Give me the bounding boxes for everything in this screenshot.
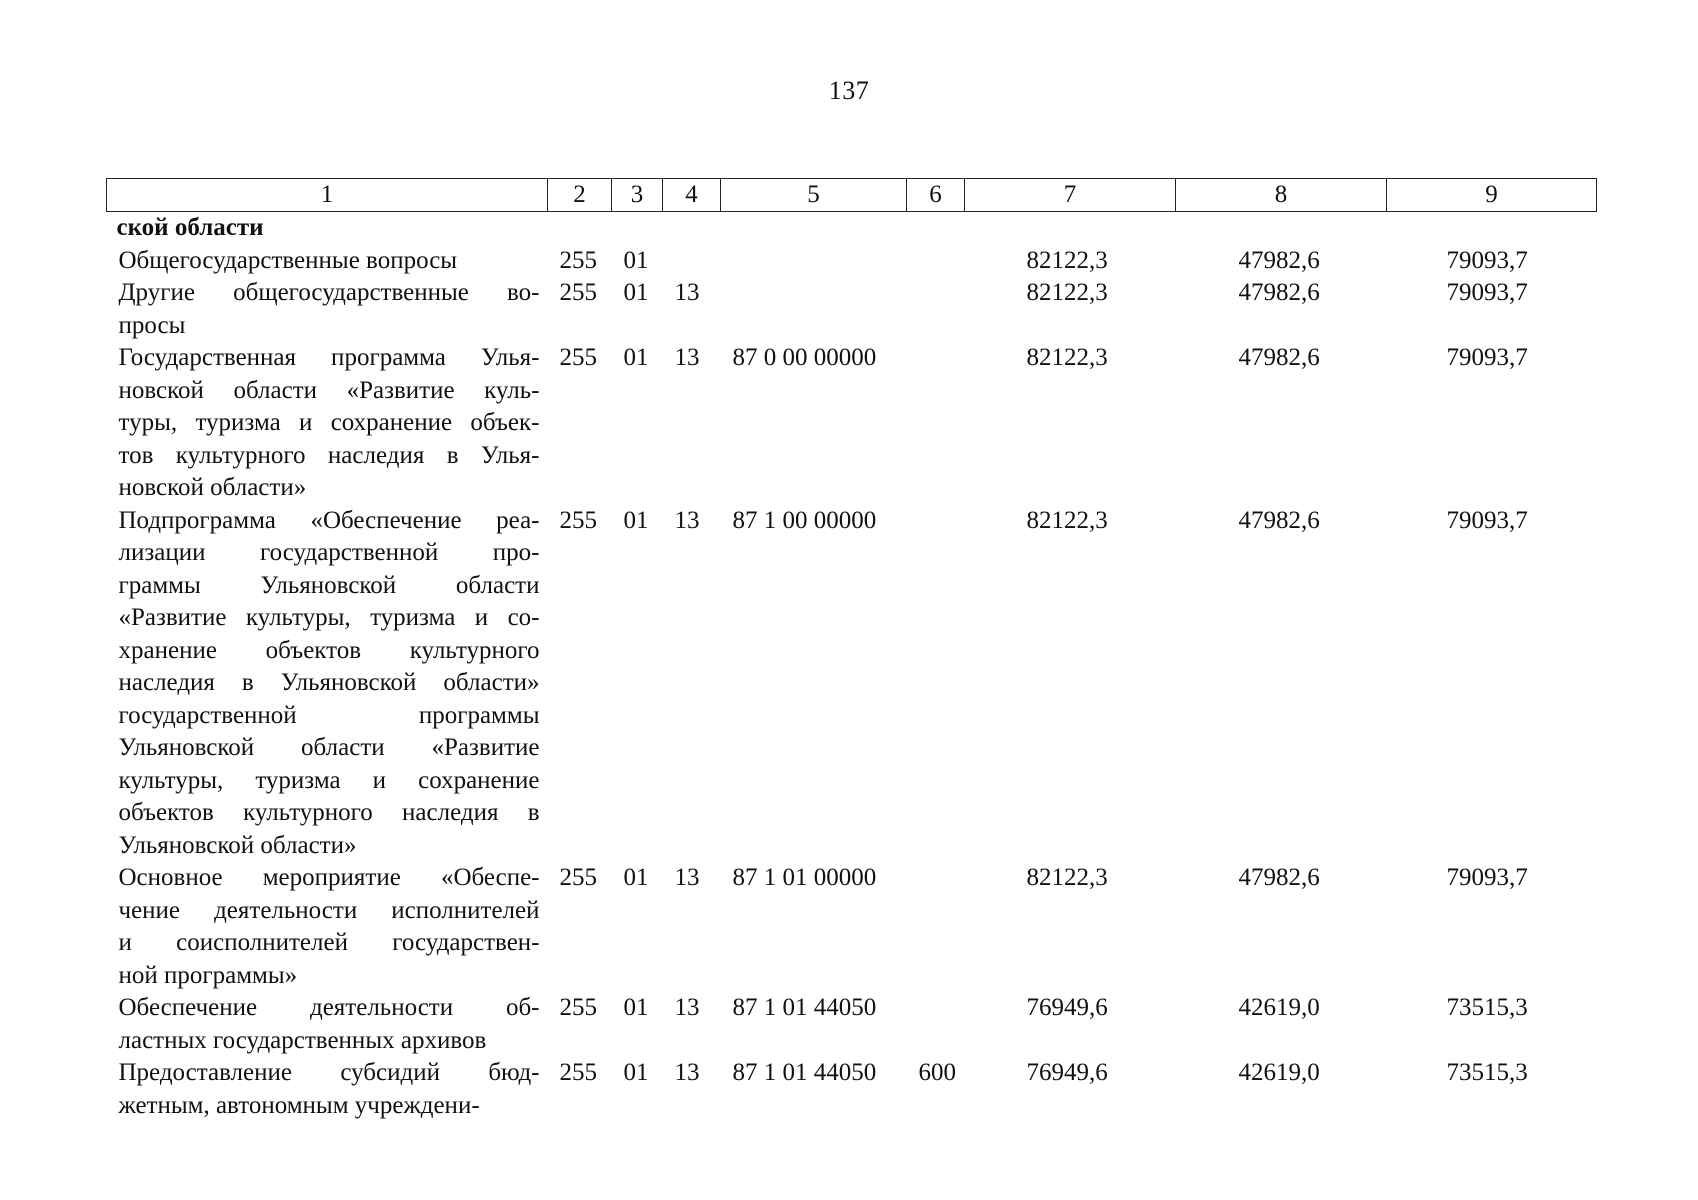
row-name-line: Ульяновской области «Развитие [118, 734, 540, 761]
row-name-line: хранение объектов культурного [118, 636, 540, 664]
row-name-line: жетным, автономным учреждени- [118, 1091, 480, 1119]
amount-col7-cell: 82122,3 [1026, 506, 1108, 534]
header-cell-3: 3 [612, 179, 663, 212]
row-name-line: культуры, туризма и сохранение [118, 766, 540, 794]
amount-col8-cell: 47982,6 [1238, 246, 1320, 274]
subsection-code-cell: 13 [674, 279, 700, 306]
row-name-line: тов культурного наследия в Улья- [118, 441, 540, 469]
target-article-cell: 87 1 01 44050 [732, 1059, 877, 1086]
header-cell-6: 6 [907, 179, 965, 212]
subsection-code-cell: 13 [674, 506, 700, 534]
row-name-cell [107, 1057, 548, 1122]
section-code-cell [548, 212, 612, 245]
row-name-line: лизации государственной про- [118, 539, 540, 566]
section-code-cell: 255 [559, 1059, 597, 1086]
subsection-code-cell: 13 [674, 1059, 700, 1086]
chapter-code-cell: 01 [623, 994, 649, 1021]
row-name-line: туры, туризма и сохранение объек- [118, 409, 540, 436]
row-name-line: чение деятельности исполнителей [118, 896, 540, 924]
row-name-line: объектов культурного наследия в [118, 799, 540, 826]
amount-col8-cell: 47982,6 [1238, 506, 1320, 534]
table-row [107, 505, 1597, 863]
table-row [107, 342, 1597, 505]
chapter-code-cell [612, 212, 663, 245]
target-article-cell: 87 0 00 00000 [732, 344, 877, 371]
budget-table-container [106, 178, 1596, 1122]
section-code-cell: 255 [559, 279, 597, 306]
table-row [107, 277, 1597, 342]
section-code-cell: 255 [559, 344, 597, 371]
chapter-code-cell: 01 [623, 344, 649, 371]
target-article-cell [721, 212, 907, 245]
section-code-cell: 255 [559, 864, 597, 891]
amount-col9-cell: 79093,7 [1446, 344, 1528, 371]
header-cell-4: 4 [663, 179, 721, 212]
amount-col7-cell: 76949,6 [1026, 1059, 1108, 1086]
row-name-line: и соисполнителей государствен- [118, 929, 540, 956]
chapter-code-cell: 01 [623, 1059, 649, 1086]
section-code-cell: 255 [559, 994, 597, 1021]
section-code-cell: 255 [559, 506, 597, 534]
row-name-cell [107, 277, 548, 342]
amount-col9-cell: 79093,7 [1446, 864, 1528, 891]
target-article-cell: 87 1 01 00000 [732, 864, 877, 891]
expense-type-cell [907, 342, 965, 505]
row-name-line: граммы Ульяновской области [118, 571, 540, 599]
amount-col8-cell: 42619,0 [1238, 1059, 1320, 1086]
subsection-code-cell [663, 212, 721, 245]
amount-col9-cell [1387, 212, 1597, 245]
row-name-line: Государственная программа Улья- [118, 344, 540, 371]
row-name-cell [107, 212, 548, 245]
row-name-cell [107, 505, 548, 863]
amount-col8-cell: 47982,6 [1238, 864, 1320, 891]
amount-col7-cell: 82122,3 [1026, 279, 1108, 306]
row-name-line: ской области [116, 214, 264, 241]
page-number: 137 [828, 76, 870, 105]
amount-col9-cell: 73515,3 [1446, 994, 1528, 1021]
amount-col7-cell: 82122,3 [1026, 246, 1108, 274]
row-name-line: просы [118, 311, 186, 339]
expense-type-cell [907, 862, 965, 992]
amount-col9-cell: 79093,7 [1446, 246, 1528, 274]
subsection-code-cell: 13 [674, 344, 700, 371]
row-name-cell [107, 342, 548, 505]
expense-type-cell [907, 212, 965, 245]
row-name-cell [107, 862, 548, 992]
row-name-line: Основное мероприятие «Обеспе- [118, 864, 540, 891]
target-article-cell [721, 277, 907, 342]
amount-col8-cell [1176, 212, 1387, 245]
row-name-line: новской области» [118, 474, 307, 501]
row-name-cell [107, 992, 548, 1057]
subsection-code-cell [663, 245, 721, 278]
row-name-line: государственной программы [118, 701, 540, 729]
amount-col7-cell: 82122,3 [1026, 344, 1108, 371]
subsection-code-cell: 13 [674, 864, 700, 891]
row-name-line: Предоставление субсидий бюд- [118, 1059, 540, 1086]
amount-col8-cell: 47982,6 [1238, 279, 1320, 306]
row-name-line: Обеспечение деятельности об- [118, 994, 540, 1021]
row-name-line: наследия в Ульяновской области» [118, 669, 540, 696]
budget-table [106, 178, 1597, 1122]
table-row [107, 862, 1597, 992]
header-cell-2: 2 [548, 179, 612, 212]
target-article-cell: 87 1 00 00000 [732, 506, 877, 534]
row-name-line: Ульяновской области» [118, 831, 357, 859]
chapter-code-cell: 01 [623, 246, 649, 274]
amount-col9-cell: 73515,3 [1446, 1059, 1528, 1086]
table-body [107, 212, 1597, 1123]
chapter-code-cell: 01 [623, 279, 649, 306]
target-article-cell: 87 1 01 44050 [732, 994, 877, 1021]
header-cell-5: 5 [721, 179, 907, 212]
row-name-cell [107, 245, 548, 278]
header-row [107, 179, 1597, 212]
amount-col7-cell: 82122,3 [1026, 864, 1108, 891]
table-row [107, 1057, 1597, 1122]
chapter-code-cell: 01 [623, 506, 649, 534]
header-cell-7: 7 [965, 179, 1176, 212]
row-name-line: ной программы» [118, 961, 298, 989]
header-cell-8: 8 [1176, 179, 1387, 212]
table-row [107, 992, 1597, 1057]
expense-type-cell [907, 505, 965, 863]
amount-col8-cell: 47982,6 [1238, 344, 1320, 371]
amount-col9-cell: 79093,7 [1446, 506, 1528, 534]
table-row [107, 212, 1597, 245]
expense-type-cell [907, 992, 965, 1057]
subsection-code-cell: 13 [674, 994, 700, 1021]
chapter-code-cell: 01 [623, 864, 649, 891]
row-name-line: Общегосударственные вопросы [118, 246, 458, 274]
row-name-line: ластных государственных архивов [118, 1026, 487, 1054]
row-name-line: новской области «Развитие куль- [118, 376, 540, 404]
header-cell-1: 1 [107, 179, 548, 212]
row-name-line: Другие общегосударственные во- [118, 279, 540, 306]
amount-col9-cell: 79093,7 [1446, 279, 1528, 306]
section-code-cell: 255 [559, 246, 597, 274]
row-name-line: Подпрограмма «Обеспечение реа- [118, 506, 540, 534]
header-cell-9: 9 [1387, 179, 1597, 212]
expense-type-cell [907, 277, 965, 342]
target-article-cell [721, 245, 907, 278]
expense-type-cell: 600 [918, 1059, 956, 1086]
amount-col7-cell: 76949,6 [1026, 994, 1108, 1021]
amount-col7-cell [965, 212, 1176, 245]
row-name-line: «Развитие культуры, туризма и со- [118, 604, 540, 631]
table-header [107, 179, 1597, 212]
table-row [107, 245, 1597, 278]
expense-type-cell [907, 245, 965, 278]
amount-col8-cell: 42619,0 [1238, 994, 1320, 1021]
